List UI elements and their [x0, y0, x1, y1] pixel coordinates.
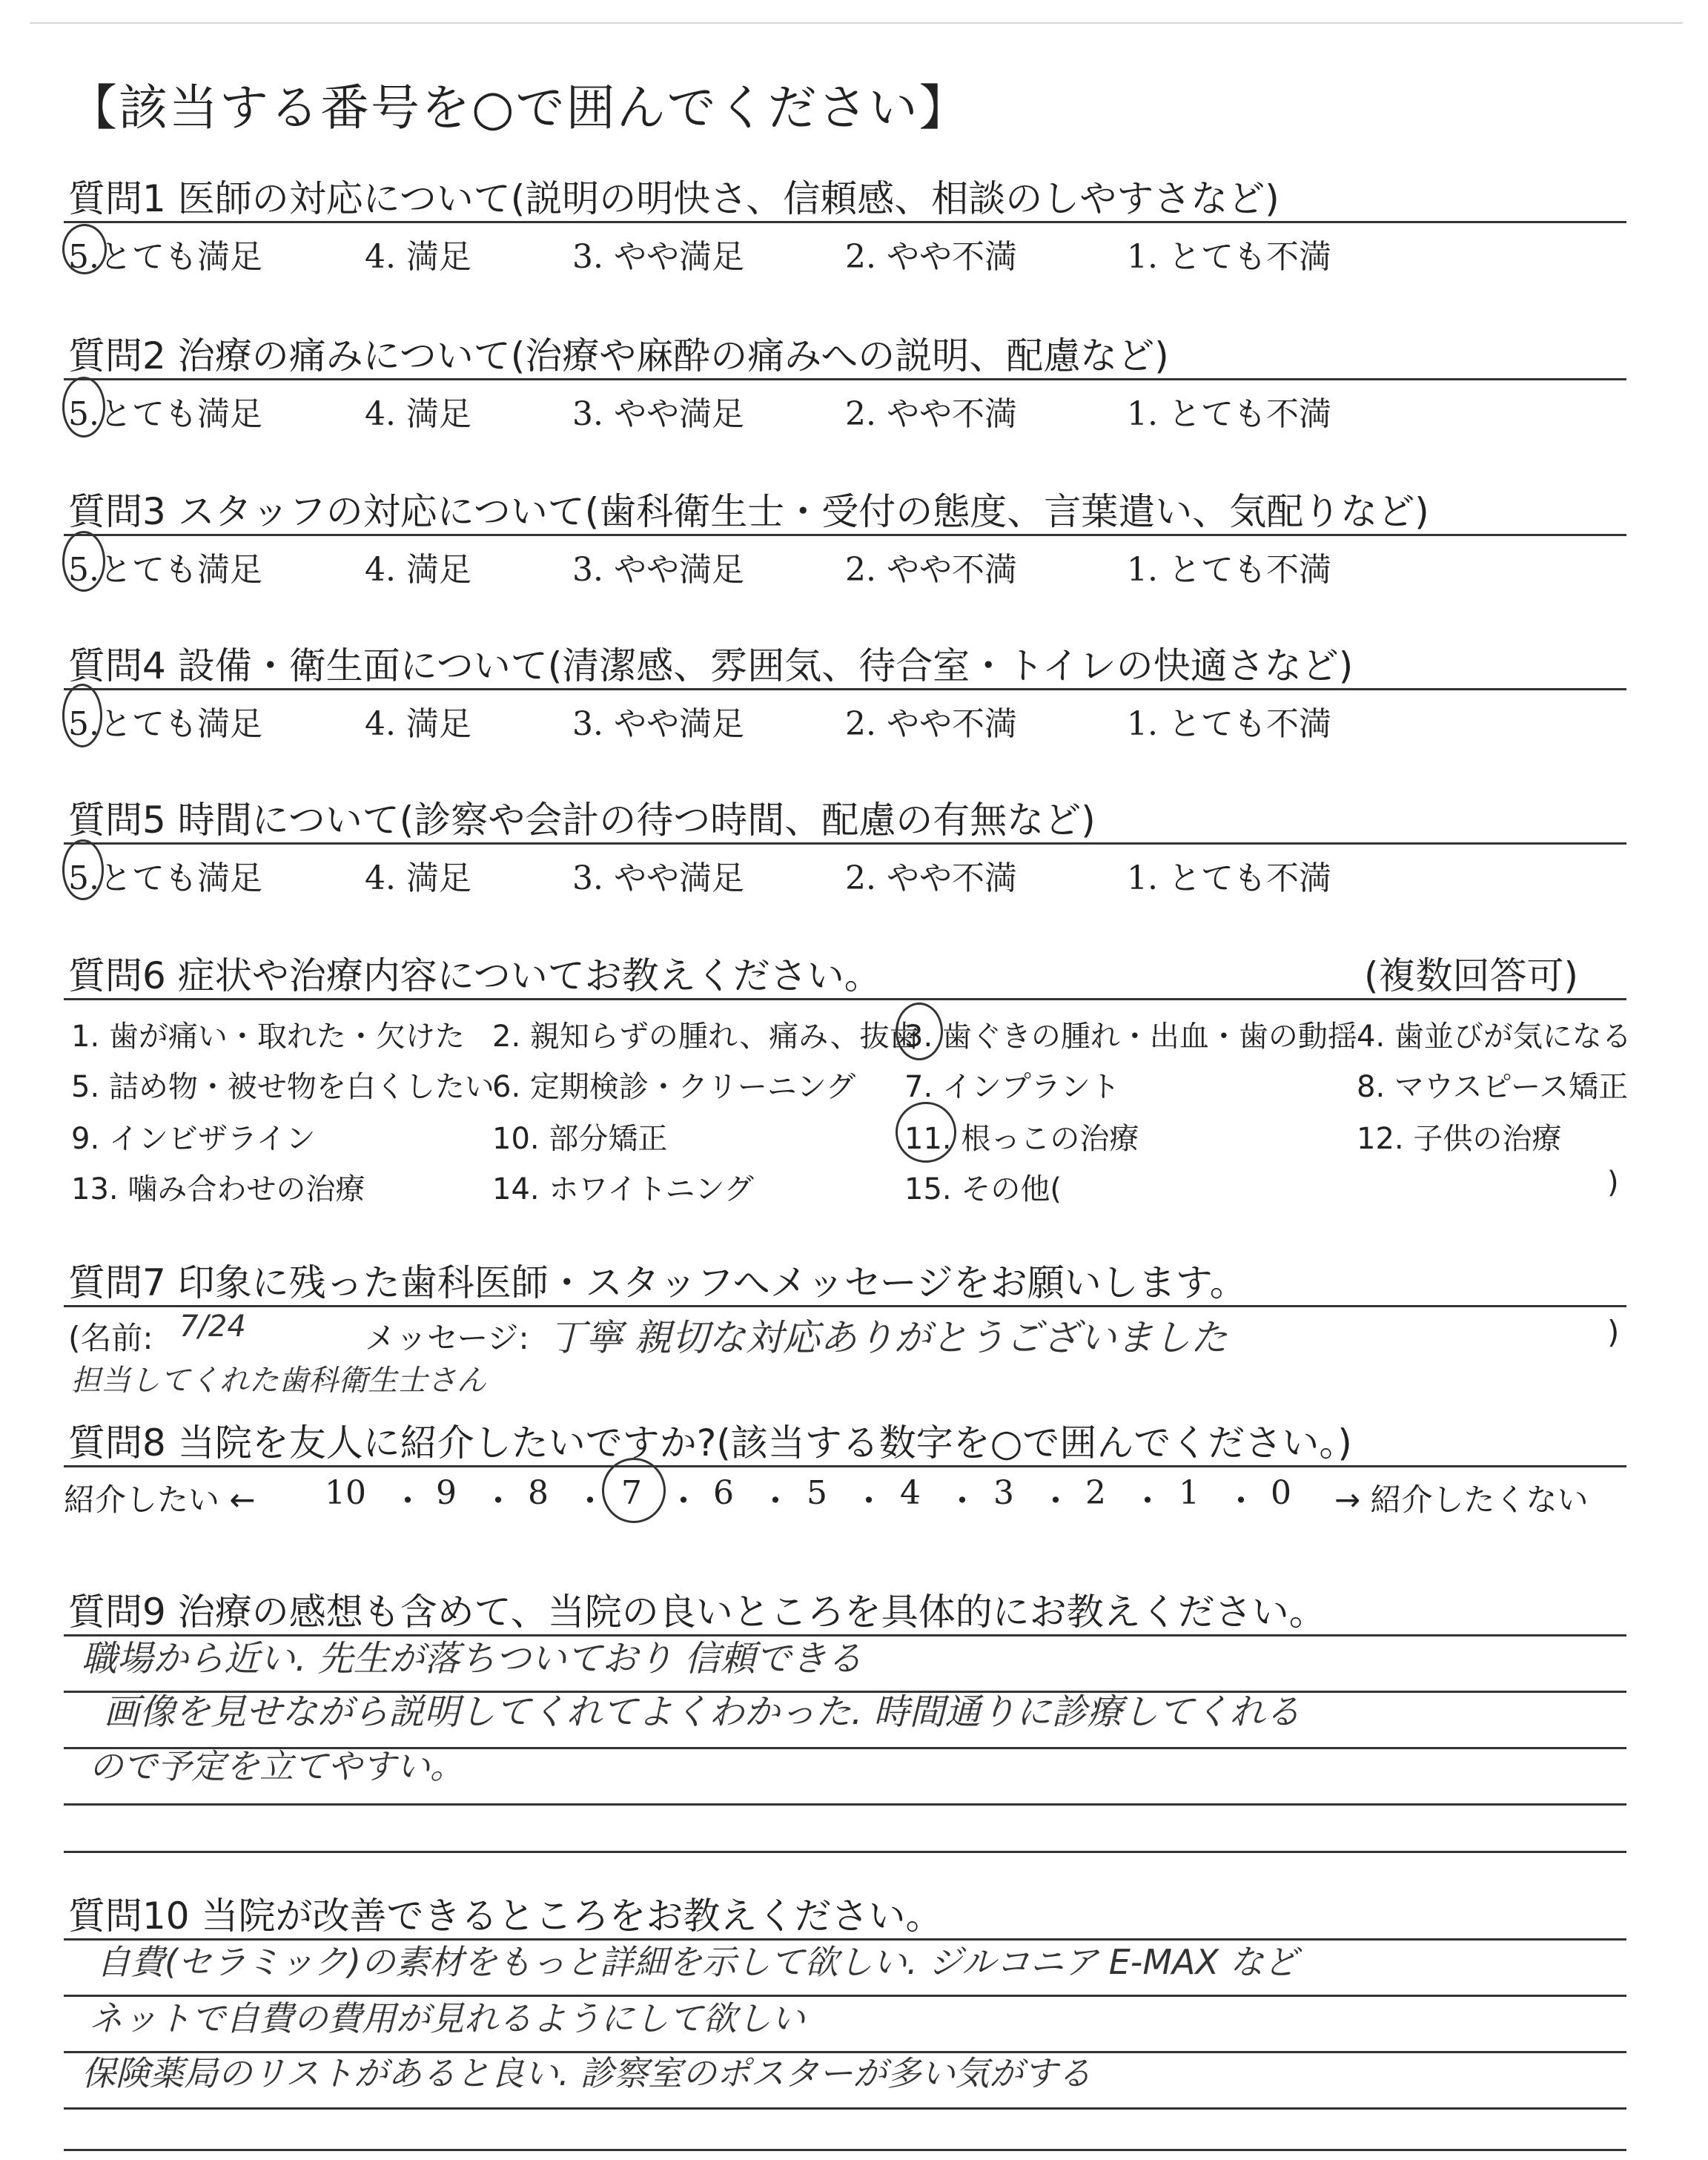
- other-close-paren: ): [1607, 1166, 1619, 1200]
- question-label: 質問8 当院を友人に紹介したいですか?(該当する数字を○で囲んでください。): [68, 1421, 1352, 1464]
- answer-line: [64, 1851, 1626, 1853]
- option-5[interactable]: 5.とても満足: [68, 859, 262, 897]
- option-3[interactable]: 3. やや満足: [572, 238, 744, 276]
- page-title: 【該当する番号を○で囲んでください】: [68, 79, 970, 136]
- scale-3[interactable]: 3: [993, 1474, 1014, 1512]
- symptom-option[interactable]: 13. 噛み合わせの治療: [71, 1172, 365, 1206]
- selection-circle: [62, 377, 105, 437]
- option-4[interactable]: 4. 満足: [365, 859, 471, 897]
- question-label: 質問5 時間について(診察や会計の待つ時間、配慮の有無など): [68, 799, 1096, 842]
- option-1[interactable]: 1. とても不満: [1127, 238, 1331, 276]
- question-label: 質問2 治療の痛みについて(治療や麻酔の痛みへの説明、配慮など): [68, 334, 1169, 377]
- selection-circle: [62, 839, 104, 900]
- option-2[interactable]: 2. やや不満: [845, 551, 1017, 589]
- question-label: 質問9 治療の感想も含めて、当院の良いところを具体的にお教えください。: [68, 1591, 1326, 1634]
- selection-circle: [896, 1102, 956, 1163]
- divider: [64, 534, 1626, 536]
- option-2[interactable]: 2. やや不満: [845, 705, 1017, 743]
- multiple-answer-note: (複数回答可): [1364, 954, 1579, 997]
- question-label: 質問3 スタッフの対応について(歯科衛生士・受付の態度、言葉遣い、気配りなど): [68, 490, 1429, 533]
- option-4[interactable]: 4. 満足: [365, 238, 471, 276]
- scale-right-label: → 紹介したくない: [1334, 1482, 1589, 1518]
- name-label: (名前:: [68, 1320, 153, 1356]
- option-1[interactable]: 1. とても不満: [1127, 395, 1331, 433]
- scale-7[interactable]: 7: [621, 1474, 642, 1512]
- scale-dot: ・: [574, 1482, 606, 1520]
- symptom-option[interactable]: 4. 歯並びが気になる: [1357, 1020, 1632, 1054]
- answer-text[interactable]: 職場から近い. 先生が落ちついており 信頼できる: [82, 1638, 863, 1680]
- message-value[interactable]: 丁寧 親切な対応ありがとうございました: [549, 1316, 1228, 1359]
- message-label: メッセージ:: [365, 1320, 529, 1356]
- symptom-option[interactable]: 9. インビザライン: [71, 1122, 316, 1156]
- option-1[interactable]: 1. とても不満: [1127, 551, 1331, 589]
- answer-line: [64, 2107, 1626, 2110]
- symptom-option[interactable]: 5. 詰め物・被せ物を白くしたい: [71, 1070, 494, 1104]
- option-3[interactable]: 3. やや満足: [572, 859, 744, 897]
- symptom-option[interactable]: 1. 歯が痛い・取れた・欠けた: [71, 1020, 465, 1054]
- scale-8[interactable]: 8: [528, 1474, 549, 1512]
- scale-dot: ・: [1039, 1482, 1072, 1520]
- scale-10[interactable]: 10: [325, 1474, 366, 1512]
- symptom-option[interactable]: 10. 部分矯正: [492, 1122, 668, 1156]
- question-label: 質問7 印象に残った歯科医師・スタッフへメッセージをお願いします。: [68, 1261, 1247, 1304]
- name-extra: 担当してくれた歯科衛生士さん: [71, 1364, 486, 1398]
- option-4[interactable]: 4. 満足: [365, 551, 471, 589]
- scale-left-label: 紹介したい ←: [64, 1482, 256, 1518]
- option-5[interactable]: 5.とても満足: [68, 551, 262, 589]
- selection-circle: [62, 531, 105, 592]
- scale-dot: ・: [482, 1482, 514, 1520]
- scale-6[interactable]: 6: [713, 1474, 734, 1512]
- option-1[interactable]: 1. とても不満: [1127, 705, 1331, 743]
- scale-dot: ・: [759, 1482, 792, 1520]
- name-value[interactable]: 7/24: [179, 1309, 246, 1344]
- question-label: 質問10 当院が改善できるところをお教えください。: [68, 1895, 943, 1938]
- answer-text[interactable]: 画像を見せながら説明してくれてよくわかった. 時間通りに診療してくれる: [104, 1691, 1301, 1733]
- divider: [64, 1465, 1626, 1467]
- scale-dot: ・: [1131, 1482, 1164, 1520]
- option-1[interactable]: 1. とても不満: [1127, 859, 1331, 897]
- symptom-option[interactable]: 3. 歯ぐきの腫れ・出血・歯の動揺: [904, 1020, 1357, 1054]
- scale-9[interactable]: 9: [436, 1474, 457, 1512]
- option-5[interactable]: 5.とても満足: [68, 395, 262, 433]
- question-label: 質問4 設備・衛生面について(清潔感、雰囲気、待合室・トイレの快適さなど): [68, 644, 1354, 687]
- message-close-paren: ): [1607, 1314, 1620, 1350]
- divider: [64, 378, 1626, 380]
- selection-circle: [896, 1003, 943, 1060]
- divider: [64, 1305, 1626, 1307]
- option-3[interactable]: 3. やや満足: [572, 705, 744, 743]
- scale-0[interactable]: 0: [1271, 1474, 1291, 1512]
- symptom-option[interactable]: 15. その他(: [904, 1172, 1062, 1206]
- symptom-option[interactable]: 6. 定期検診・クリーニング: [492, 1070, 856, 1104]
- divider: [64, 688, 1626, 690]
- scale-2[interactable]: 2: [1085, 1474, 1106, 1512]
- question-label: 質問6 症状や治療内容についてお教えください。: [68, 954, 881, 997]
- option-5[interactable]: 5.とても満足: [68, 238, 262, 276]
- option-5[interactable]: 5.とても満足: [68, 705, 262, 743]
- selection-circle: [62, 224, 107, 274]
- top-edge-line: [30, 22, 1683, 24]
- divider: [64, 221, 1626, 223]
- answer-text[interactable]: ので予定を立てやすい。: [89, 1746, 464, 1786]
- selection-circle: [602, 1458, 666, 1523]
- scale-5[interactable]: 5: [807, 1474, 827, 1512]
- symptom-option[interactable]: 8. マウスピース矯正: [1357, 1070, 1629, 1104]
- scale-4[interactable]: 4: [900, 1474, 921, 1512]
- question-label: 質問1 医師の対応について(説明の明快さ、信頼感、相談のしやすさなど): [68, 177, 1280, 220]
- symptom-option[interactable]: 7. インプラント: [904, 1070, 1120, 1104]
- option-2[interactable]: 2. やや不満: [845, 395, 1017, 433]
- answer-line: [64, 2149, 1626, 2151]
- divider: [64, 842, 1626, 845]
- selection-circle: [62, 684, 102, 747]
- option-4[interactable]: 4. 満足: [365, 395, 471, 433]
- answer-text[interactable]: 保険薬局のリストがあると良い. 診察室のポスターが多い気がする: [82, 2053, 1092, 2093]
- divider: [64, 998, 1626, 1000]
- option-2[interactable]: 2. やや不満: [845, 238, 1017, 276]
- symptom-option[interactable]: 2. 親知らずの腫れ、痛み、抜歯: [492, 1020, 919, 1054]
- option-3[interactable]: 3. やや満足: [572, 551, 744, 589]
- symptom-option[interactable]: 11. 根っこの治療: [904, 1122, 1139, 1156]
- symptom-option[interactable]: 12. 子供の治療: [1357, 1122, 1562, 1156]
- answer-text[interactable]: ネットで自費の費用が見れるようにして欲しい: [89, 1998, 805, 2038]
- scale-1[interactable]: 1: [1179, 1474, 1199, 1512]
- scale-dot: ・: [391, 1482, 424, 1520]
- option-4[interactable]: 4. 満足: [365, 705, 471, 743]
- answer-line: [64, 1803, 1626, 1806]
- option-3[interactable]: 3. やや満足: [572, 395, 744, 433]
- scale-dot: ・: [946, 1482, 979, 1520]
- scale-dot: ・: [853, 1482, 885, 1520]
- scale-dot: ・: [1225, 1482, 1257, 1520]
- answer-text[interactable]: 自費(セラミック)の素材をもっと詳細を示して欲しい. ジルコニア E-MAX など: [96, 1942, 1298, 1982]
- option-2[interactable]: 2. やや不満: [845, 859, 1017, 897]
- symptom-option[interactable]: 14. ホワイトニング: [492, 1172, 754, 1206]
- scale-dot: ・: [667, 1482, 700, 1520]
